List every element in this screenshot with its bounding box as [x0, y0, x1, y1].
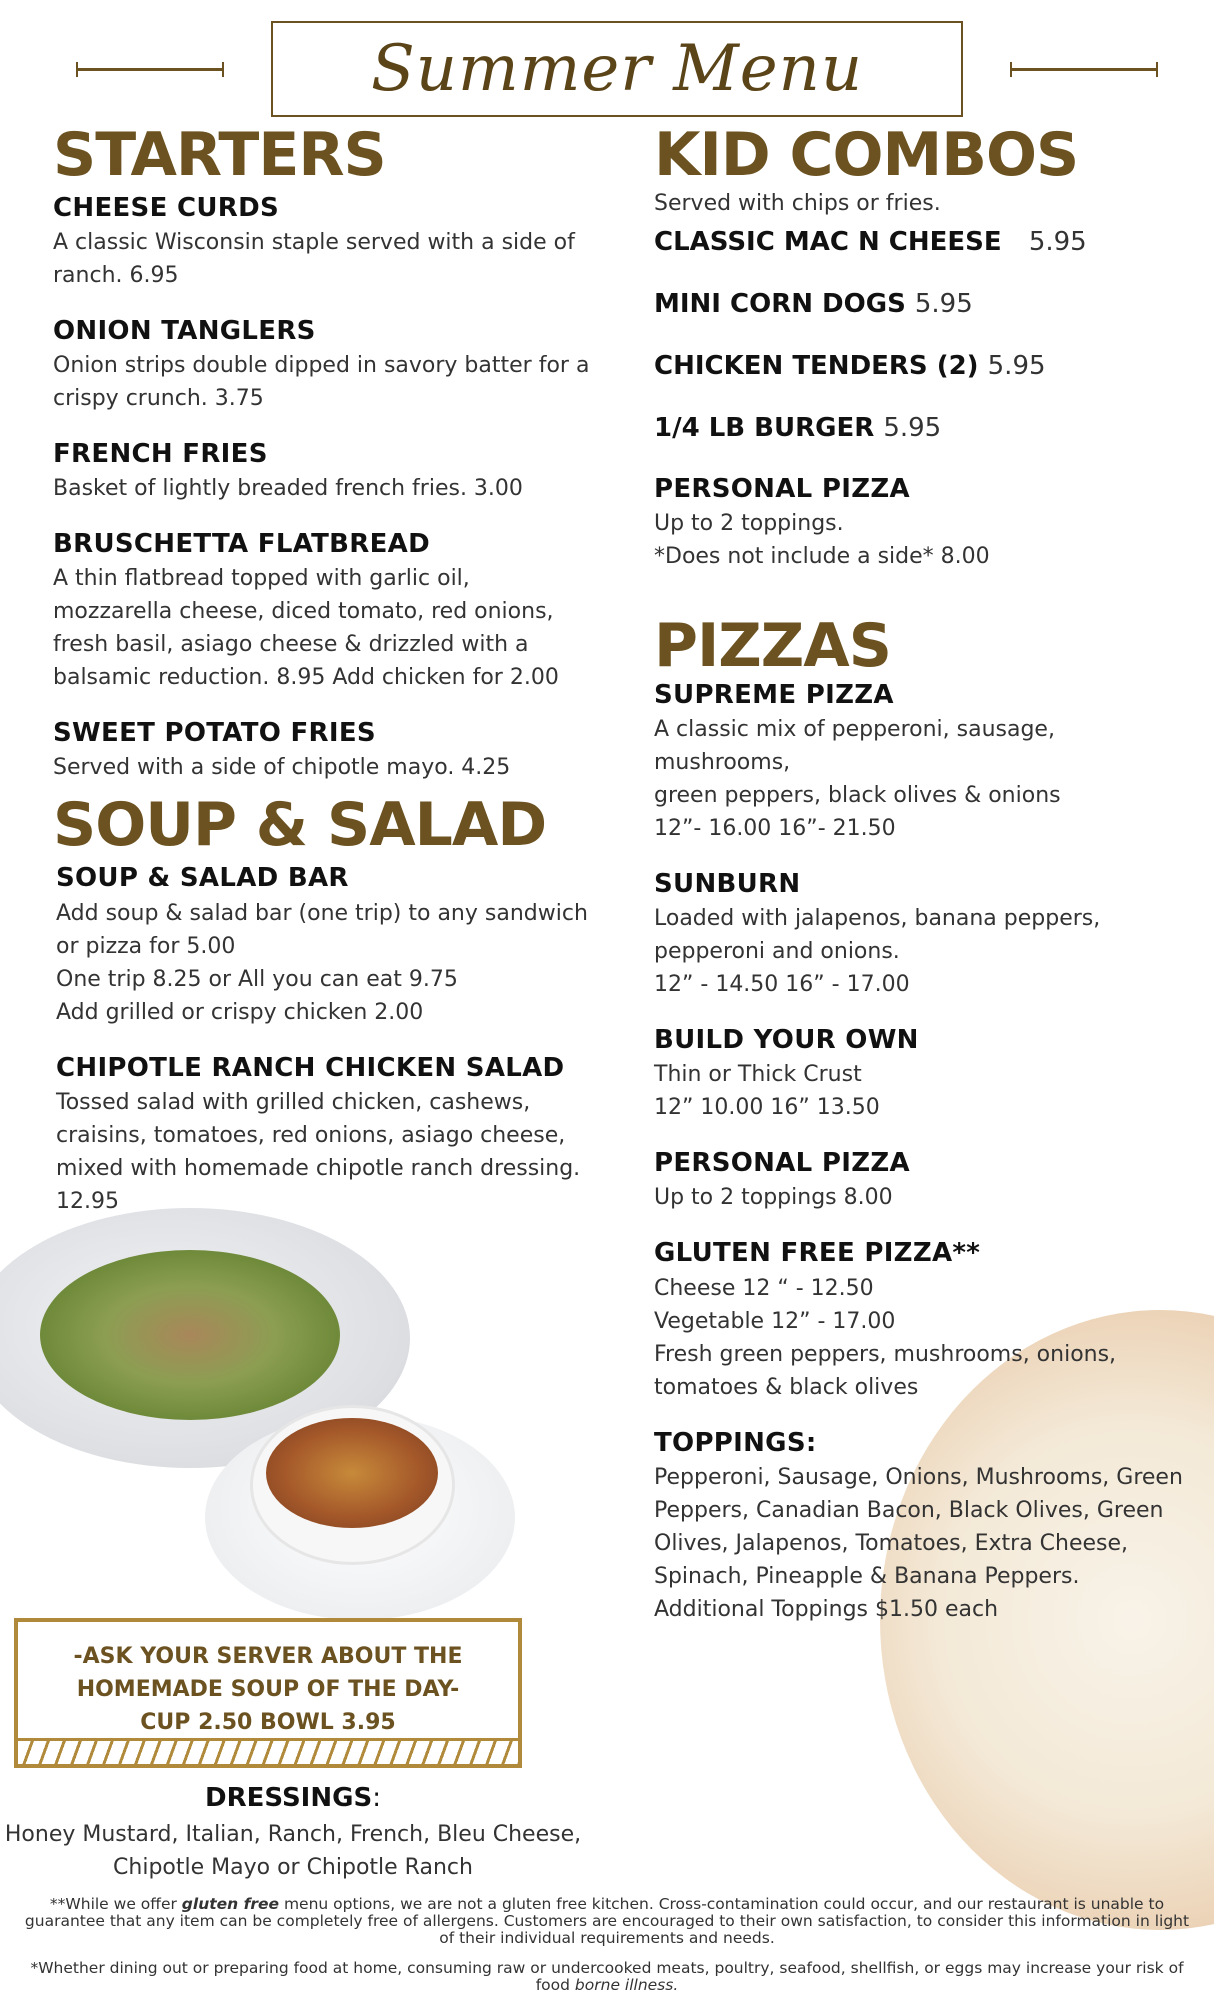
disclaimer-emphasis: gluten free — [181, 1895, 280, 1913]
dressings-line: Chipotle Mayo or Chipotle Ranch — [113, 1855, 473, 1880]
page-title: Summer Menu — [370, 32, 864, 106]
item-price: 5.95 — [914, 289, 973, 319]
disclaimer-text: **While we offer — [49, 1895, 182, 1913]
item-name: CLASSIC MAC N CHEESE — [654, 227, 1002, 257]
salad-image — [40, 1250, 340, 1420]
item-name: TOPPINGS: — [654, 1427, 817, 1458]
dressings-colon: : — [372, 1783, 381, 1813]
raw-food-disclaimer — [20, 1960, 1194, 1994]
item-desc-line: 12” - 14.50 16” - 17.00 — [654, 972, 910, 998]
item-name: BUILD YOUR OWN — [654, 1025, 919, 1056]
item-name: PERSONAL PIZZA — [654, 474, 910, 504]
item-desc-line: Fresh green peppers, mushrooms, onions, — [654, 1341, 1117, 1367]
kid-combos-heading: KID COMBOS — [654, 120, 1079, 190]
item-desc-line: Add grilled or crispy chicken 2.00 — [56, 999, 424, 1025]
item-desc: Tossed salad with grilled chicken, cashews, craisins, tomatoes, red onions, asiago cheese, mixed with homemade chipotle ranch dressing. 12.95 — [56, 1089, 581, 1214]
menu-item — [654, 286, 1194, 322]
item-desc: A classic Wisconsin staple served with a side of ranch. 6.95 — [53, 230, 575, 289]
soup-box-line: CUP 2.50 BOWL 3.95 — [140, 1710, 396, 1735]
dressings-heading — [0, 1778, 586, 1818]
item-desc-line: Up to 2 toppings 8.00 — [654, 1185, 893, 1211]
item-name: BRUSCHETTA FLATBREAD — [53, 529, 430, 560]
kid-combos-note: Served with chips or fries. — [654, 191, 941, 216]
menu-item — [654, 1426, 1194, 1626]
soup-salad-heading: SOUP & SALAD — [53, 790, 547, 861]
item-name: 1/4 LB BURGER — [654, 413, 875, 443]
item-desc-line: Up to 2 toppings. — [654, 511, 844, 537]
item-desc: Onion strips double dipped in savory batter for a crispy crunch. 3.75 — [53, 353, 590, 412]
menu-item — [53, 191, 593, 292]
item-name: SUPREME PIZZA — [654, 680, 894, 711]
pizzas-heading: PIZZAS — [654, 611, 891, 682]
menu-item — [53, 716, 593, 784]
item-desc-line: Peppers, Canadian Bacon, Black Olives, Green — [654, 1497, 1164, 1523]
item-desc: A thin flatbread topped with garlic oil, mozzarella cheese, diced tomato, red onions, fresh basil, asiago cheese & drizzled with a balsamic reduction. 8.95 Add chicken for 2.00 — [53, 566, 559, 691]
menu-item — [53, 314, 593, 415]
left-column — [53, 120, 593, 1240]
disclaimer-text: *Whether dining out or preparing food at home, consuming raw or undercooked meats, poultry, seafood, shellfish, or eggs may increase your risk of food — [30, 1959, 1184, 1994]
soup-box-line: -ASK YOUR SERVER ABOUT THE — [73, 1644, 463, 1669]
menu-item — [654, 867, 1194, 1001]
item-price: 5.95 — [1028, 227, 1087, 257]
item-desc-line: 12”- 16.00 16”- 21.50 — [654, 816, 896, 842]
menu-item — [654, 472, 1194, 573]
item-name: SUNBURN — [654, 869, 801, 900]
item-name: CHIPOTLE RANCH CHICKEN SALAD — [56, 1052, 565, 1083]
menu-item — [654, 678, 1194, 845]
menu-item — [654, 1146, 1194, 1214]
menu-item — [654, 1023, 1194, 1124]
disclaimer-text: menu options, we are not a gluten free kitchen. Cross-contamination could occur, and our restaurant is unable to guarantee that any item can be completely free of allergens. Customers are encouraged to their own satisfaction, to consider this information in light of their individual requirements and needs. — [24, 1895, 1190, 1947]
starters-heading: STARTERS — [53, 120, 386, 190]
item-name: CHICKEN TENDERS (2) — [654, 351, 979, 381]
item-desc-line: Add soup & salad bar (one trip) to any sandwich — [56, 900, 588, 926]
item-desc-line: tomatoes & black olives — [654, 1374, 919, 1400]
menu-item — [53, 861, 593, 1028]
item-desc-line: Vegetable 12” - 17.00 — [654, 1308, 896, 1334]
menu-item — [654, 1236, 1194, 1403]
item-name: SWEET POTATO FRIES — [53, 718, 376, 749]
item-desc-line: Pepperoni, Sausage, Onions, Mushrooms, Green — [654, 1464, 1183, 1490]
item-desc-line: One trip 8.25 or All you can eat 9.75 — [56, 966, 458, 992]
item-desc-line: Thin or Thick Crust — [654, 1062, 862, 1088]
menu-item — [654, 348, 1194, 384]
dressings-title: DRESSINGS — [205, 1783, 373, 1813]
item-desc-line: green peppers, black olives & onions — [654, 783, 1061, 809]
title-rule-left — [76, 68, 224, 71]
item-name: GLUTEN FREE PIZZA** — [654, 1238, 981, 1269]
menu-item — [654, 410, 1194, 446]
item-price: 5.95 — [883, 413, 942, 443]
item-desc-line: pepperoni and onions. — [654, 939, 900, 965]
item-name: PERSONAL PIZZA — [654, 1148, 910, 1179]
item-name: MINI CORN DOGS — [654, 289, 906, 319]
item-desc-line: *Does not include a side* 8.00 — [654, 544, 990, 570]
menu-item — [53, 437, 593, 505]
menu-item — [53, 1051, 593, 1218]
soup-box-line: HOMEMADE SOUP OF THE DAY- — [76, 1677, 460, 1702]
item-desc-line: or pizza for 5.00 — [56, 933, 236, 959]
title-box — [271, 21, 963, 117]
item-name: SOUP & SALAD BAR — [56, 863, 349, 894]
hatch-decoration — [18, 1738, 518, 1764]
menu-item — [654, 224, 1194, 260]
dressings-line: Honey Mustard, Italian, Ranch, French, Bleu Cheese, — [4, 1822, 582, 1847]
right-column — [654, 120, 1194, 1648]
gluten-free-disclaimer — [20, 1896, 1194, 1947]
item-desc: Basket of lightly breaded french fries. 3.00 — [53, 476, 523, 502]
item-price: 5.95 — [987, 351, 1046, 381]
item-name: FRENCH FRIES — [53, 439, 268, 470]
dressings-section — [0, 1778, 586, 1884]
item-desc-line: 12” 10.00 16” 13.50 — [654, 1095, 880, 1121]
item-desc-line: A classic mix of pepperoni, sausage, mushrooms, — [654, 717, 1055, 776]
menu-item — [53, 527, 593, 694]
item-desc-line: Additional Toppings $1.50 each — [654, 1596, 999, 1622]
soup-image — [266, 1418, 438, 1528]
item-desc-line: Spinach, Pineapple & Banana Peppers. — [654, 1563, 1080, 1589]
item-name: CHEESE CURDS — [53, 193, 280, 223]
disclaimer-emphasis: borne illness. — [574, 1976, 679, 1994]
soup-of-day-box — [14, 1618, 522, 1768]
item-name: ONION TANGLERS — [53, 316, 316, 347]
item-desc-line: Cheese 12 “ - 12.50 — [654, 1275, 874, 1301]
item-desc-line: Olives, Jalapenos, Tomatoes, Extra Cheese, — [654, 1530, 1129, 1556]
item-desc: Served with a side of chipotle mayo. 4.25 — [53, 755, 511, 781]
title-rule-right — [1010, 68, 1158, 71]
item-desc-line: Loaded with jalapenos, banana peppers, — [654, 906, 1101, 932]
